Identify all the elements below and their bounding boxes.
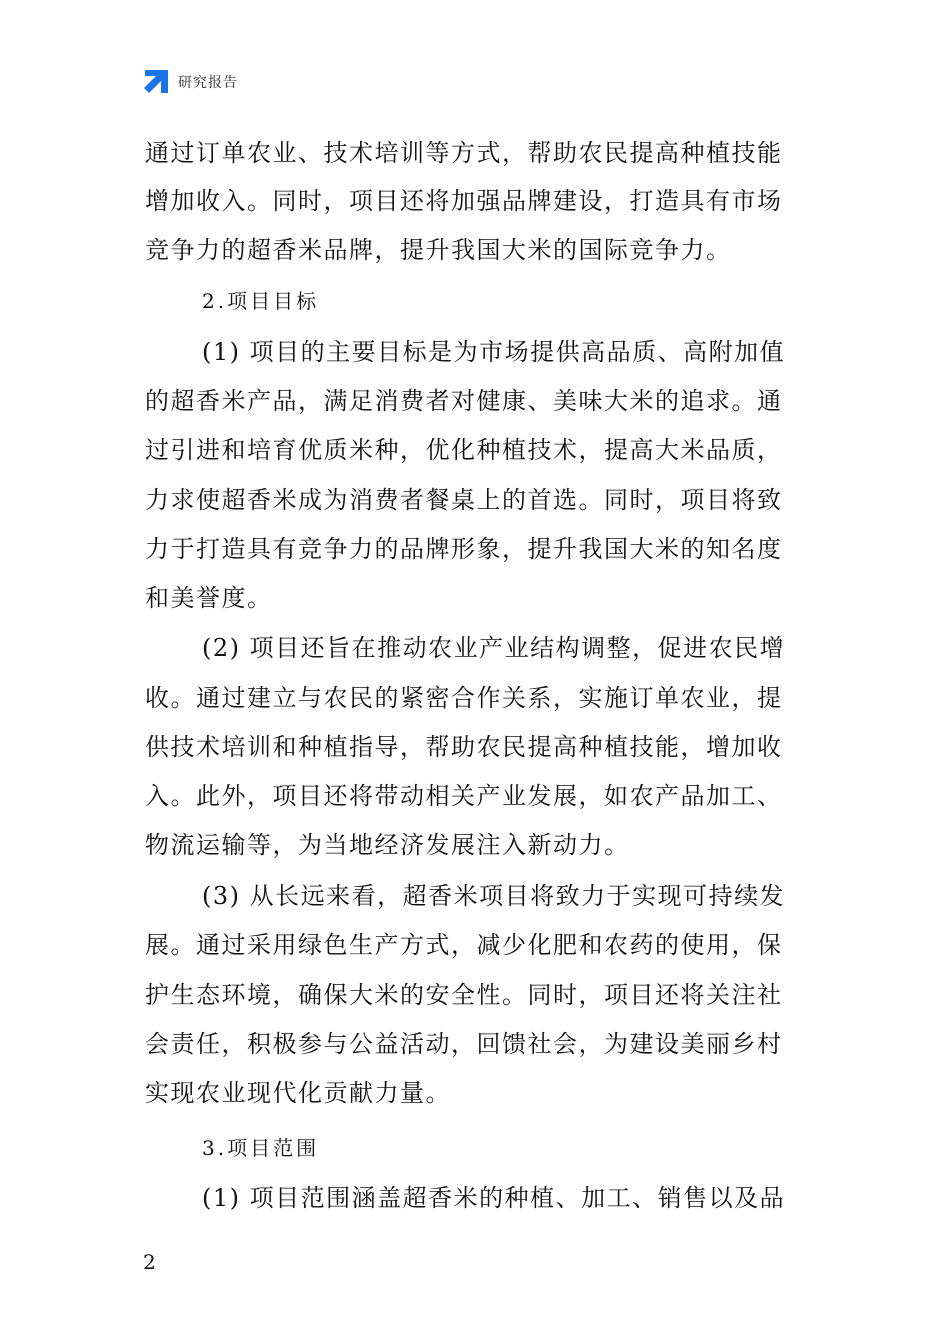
paragraph-line: 竞争力的超香米品牌，提升我国大米的国际竞争力。 [145, 236, 732, 264]
paragraph-line: 力求使超香米成为消费者餐桌上的首选。同时，项目将致 [145, 486, 783, 514]
paragraph-line: 通过订单农业、技术培训等方式，帮助农民提高种植技能 [145, 139, 783, 167]
paragraph-line: 会责任，积极参与公益活动，回馈社会，为建设美丽乡村 [145, 1030, 783, 1058]
paragraph-line: (2) 项目还旨在推动农业产业结构调整，促进农民增 [202, 634, 786, 662]
report-header [143, 68, 238, 96]
paragraph-line: 供技术培训和种植指导，帮助农民提高种植技能，增加收 [145, 733, 783, 761]
paragraph-line: 护生态环境，确保大米的安全性。同时，项目还将关注社 [145, 981, 783, 1009]
paragraph-line: 和美誉度。 [145, 584, 273, 612]
paragraph-line: 入。此外，项目还将带动相关产业发展，如农产品加工、 [145, 782, 783, 810]
paragraph-line: 过引进和培育优质米种，优化种植技术，提高大米品质， [145, 436, 783, 464]
paragraph-line: 的超香米产品，满足消费者对健康、美味大米的追求。通 [145, 387, 783, 415]
header-title: 研究报告 [178, 75, 238, 91]
paragraph-line: 收。通过建立与农民的紧密合作关系，实施订单农业，提 [145, 684, 783, 712]
section-heading: 2.项目目标 [202, 289, 320, 313]
arrow-up-right-logo-icon [143, 69, 169, 95]
section-heading: 3.项目范围 [202, 1136, 320, 1160]
paragraph-line: (1) 项目范围涵盖超香米的种植、加工、销售以及品 [202, 1184, 786, 1212]
page-number: 2 [143, 1250, 156, 1274]
paragraph-line: 实现农业现代化贡献力量。 [145, 1079, 451, 1107]
paragraph-line: 力于打造具有竞争力的品牌形象，提升我国大米的知名度 [145, 535, 783, 563]
paragraph-line: 增加收入。同时，项目还将加强品牌建设，打造具有市场 [145, 187, 783, 215]
paragraph-line: (1) 项目的主要目标是为市场提供高品质、高附加值 [202, 338, 786, 366]
paragraph-line: 展。通过采用绿色生产方式，减少化肥和农药的使用，保 [145, 931, 783, 959]
paragraph-line: (3) 从长远来看，超香米项目将致力于实现可持续发 [202, 882, 786, 910]
paragraph-line: 物流运输等，为当地经济发展注入新动力。 [145, 831, 630, 859]
